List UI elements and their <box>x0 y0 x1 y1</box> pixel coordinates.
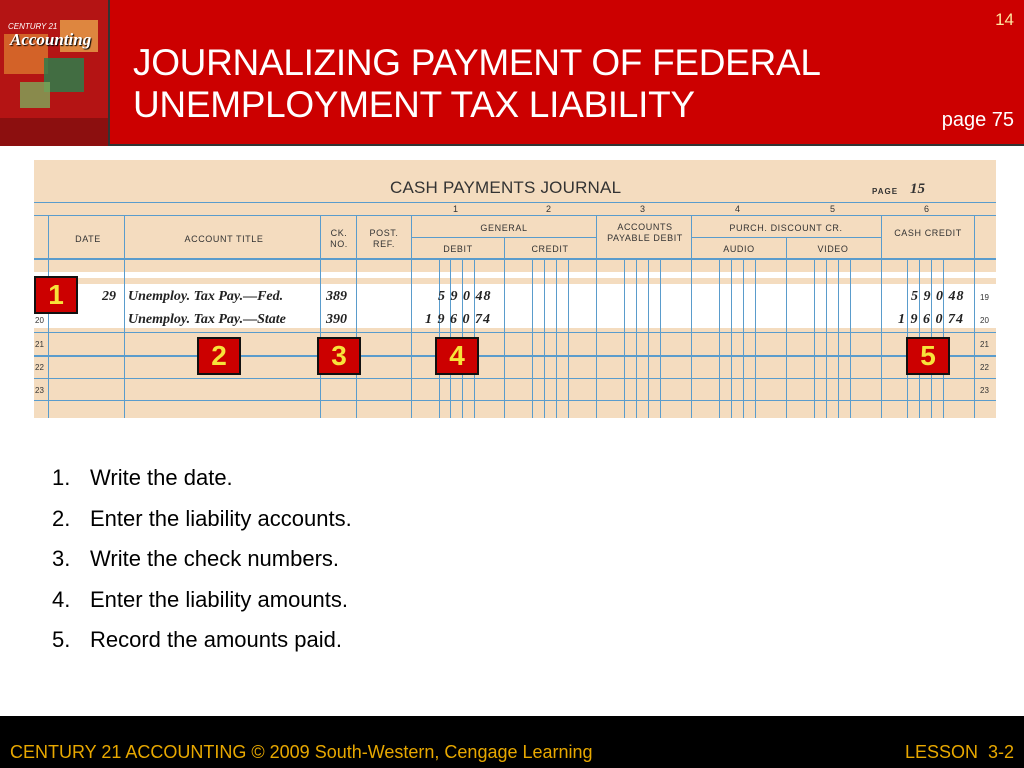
step-number: 2. <box>52 505 71 531</box>
header-accounts-payable-debit: ACCOUNTS PAYABLE DEBIT <box>607 222 683 243</box>
header-purch-discount-cr: PURCH. DISCOUNT CR. <box>729 223 843 233</box>
book-cover-title: Accounting <box>10 30 92 49</box>
header-general: GENERAL <box>480 223 528 233</box>
header-audio: AUDIO <box>723 244 755 254</box>
line-number-left: 22 <box>35 363 44 372</box>
column-number: 5 <box>830 204 836 214</box>
header-cash-credit: CASH CREDIT <box>894 228 962 238</box>
header-account-title: ACCOUNT TITLE <box>184 234 264 244</box>
callout-2: 2 <box>197 337 241 375</box>
footer-copyright: CENTURY 21 ACCOUNTING © 2009 South-Western, Cengage Learning <box>10 742 593 762</box>
header-video: VIDEO <box>817 244 849 254</box>
journal-page-label: PAGE <box>872 187 899 196</box>
row-19-check-number: 389 <box>326 289 347 304</box>
step-item <box>52 580 752 621</box>
row-19-account: Unemploy. Tax Pay.—Fed. <box>128 289 284 304</box>
column-number: 4 <box>735 204 741 214</box>
row-19-cash-credit: 5 9 0 48 <box>911 289 965 304</box>
step-number: 1. <box>52 465 71 490</box>
step-text: Enter the liability amounts. <box>90 586 349 612</box>
cash-payments-journal <box>34 160 996 418</box>
slide-footer <box>0 716 1024 768</box>
step-number: 3. <box>52 546 71 571</box>
step-text: Record the amounts paid. <box>90 627 342 652</box>
header-date: DATE <box>75 234 101 244</box>
steps-list <box>52 458 752 661</box>
step-item <box>52 620 752 661</box>
column-number: 1 <box>453 204 459 214</box>
header-post-ref: POST. REF. <box>369 228 399 249</box>
column-number: 2 <box>546 204 552 214</box>
callout-5: 5 <box>906 337 950 375</box>
header-general-credit: CREDIT <box>531 244 569 254</box>
callout-3: 3 <box>317 337 361 375</box>
textbook-cover-image <box>0 0 110 146</box>
line-number-left: 20 <box>35 316 44 325</box>
step-text: Write the date. <box>90 465 233 490</box>
row-20-account: Unemploy. Tax Pay.—State <box>128 312 286 327</box>
header-ck-no: CK. NO. <box>330 228 348 249</box>
page-reference: page 75 <box>941 109 1014 131</box>
line-number: 19 <box>980 293 989 302</box>
line-number: 22 <box>980 363 989 372</box>
column-number: 6 <box>924 204 930 214</box>
step-number: 5. <box>52 627 71 652</box>
line-number-left: 21 <box>35 340 44 349</box>
slide-title-line1: JOURNALIZING PAYMENT OF FEDERAL <box>133 42 821 83</box>
journal-title: CASH PAYMENTS JOURNAL <box>390 178 622 197</box>
row-20-general-debit: 1 9 6 0 74 <box>425 312 491 327</box>
row-20-check-number: 390 <box>326 312 347 327</box>
line-number: 23 <box>980 386 989 395</box>
callout-4: 4 <box>435 337 479 375</box>
book-cover-small-text: CENTURY 21 <box>8 22 58 31</box>
step-item <box>52 499 752 540</box>
line-number: 20 <box>980 316 989 325</box>
row-highlight-gap <box>34 272 996 278</box>
slide-title-line2: UNEMPLOYMENT TAX LIABILITY <box>133 84 695 125</box>
row-19-general-debit: 5 9 0 48 <box>438 289 492 304</box>
footer-lesson: LESSON 3-2 <box>904 742 1014 762</box>
step-text: Enter the liability accounts. <box>90 505 352 531</box>
journal-page-number: 15 <box>910 181 925 197</box>
column-number: 3 <box>640 204 646 214</box>
callout-1: 1 <box>34 276 78 314</box>
slide-header <box>0 0 1024 146</box>
row-20-cash-credit: 1 9 6 0 74 <box>898 312 964 327</box>
line-number: 21 <box>980 340 989 349</box>
header-general-debit: DEBIT <box>443 244 473 254</box>
line-number-left: 23 <box>35 386 44 395</box>
step-text: Write the check numbers. <box>90 546 340 571</box>
step-item <box>52 539 752 580</box>
step-item <box>52 458 752 499</box>
row-19-day: 29 <box>102 289 116 304</box>
slide-title <box>133 42 913 126</box>
slide-number: 14 <box>995 10 1014 29</box>
step-number: 4. <box>52 586 71 612</box>
